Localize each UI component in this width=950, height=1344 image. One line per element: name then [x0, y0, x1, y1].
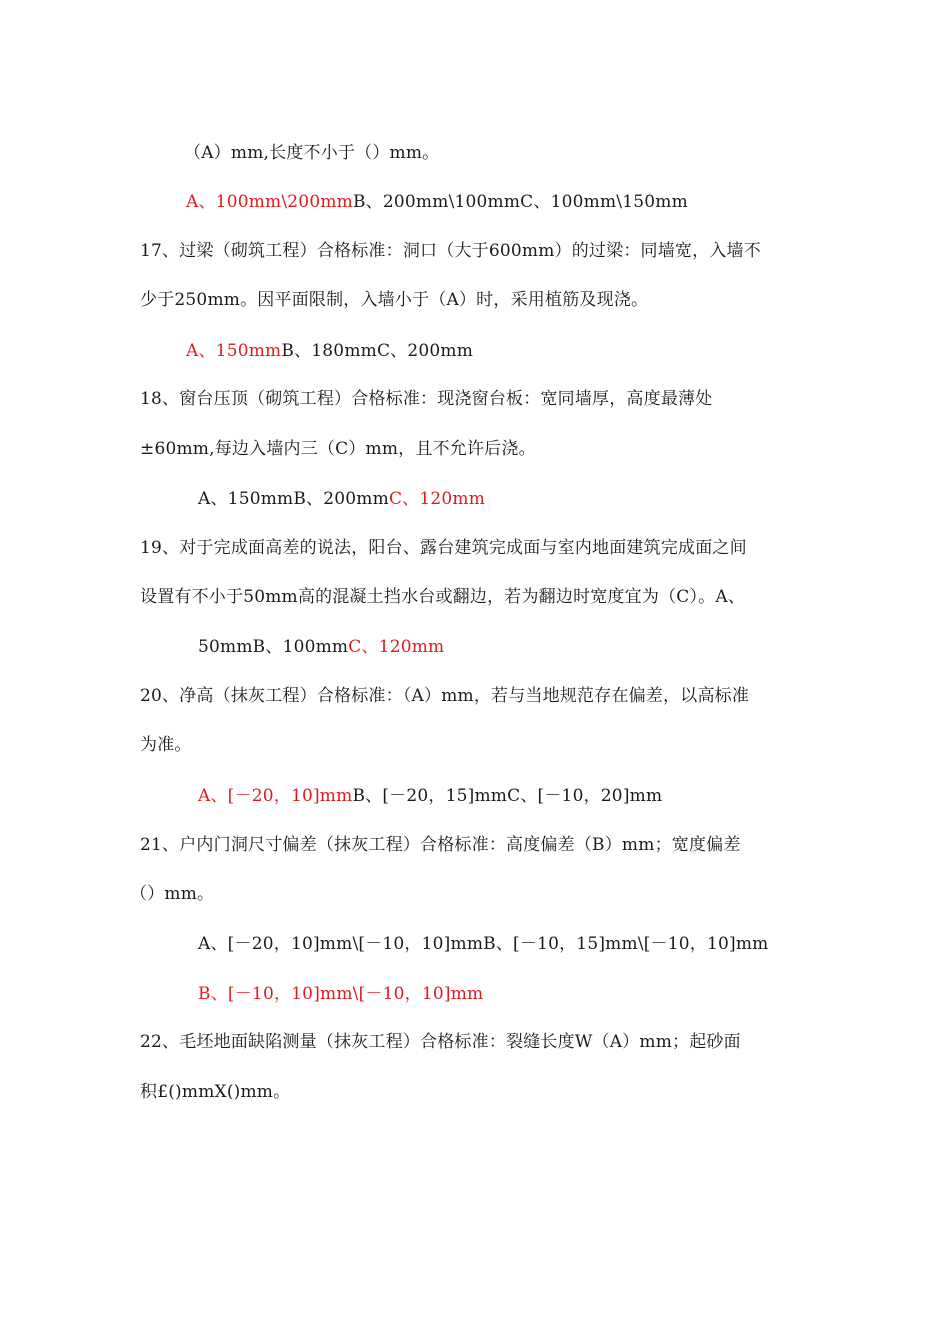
question-21-text-2: （）mm。 — [130, 884, 215, 904]
option-line-q21-b — [198, 983, 483, 1005]
question-18-line-2 — [140, 438, 536, 460]
option-line-q16 — [186, 191, 688, 213]
question-18-text-2: ±60mm,每边入墙内三（C）mm，且不允许后浇。 — [140, 439, 536, 459]
question-19-text-1: 19、对于完成面高差的说法，阳台、露台建筑完成面与室内地面建筑完成面之间 — [140, 538, 747, 558]
correct-answer-option-a: A、[－20，10]mm — [198, 786, 353, 806]
question-17-text-1: 17、过梁（砌筑工程）合格标准：洞口（大于600mm）的过梁：同墙宽，入墙不 — [140, 241, 761, 261]
correct-answer-option-a: A、100mm\200mm — [186, 192, 353, 212]
question-18-text-1: 18、窗台压顶（砌筑工程）合格标准：现浇窗台板：宽同墙厚，高度最薄处 — [140, 389, 713, 409]
option-a-b-text: A、[－20，10]mm\[－10，10]mmB、[－10，15]mm\[－10，10]mm — [198, 934, 769, 954]
question-21-line-2 — [130, 883, 214, 905]
option-line-q17 — [186, 340, 473, 362]
question-22-line-1 — [140, 1031, 741, 1053]
correct-answer-option-c: C、120mm — [388, 489, 486, 509]
other-options-text: B、200mm\100mmC、100mm\150mm — [352, 192, 688, 212]
other-options-text: A、150mmB、200mm — [198, 489, 389, 509]
question-20-text-1: 20、净高（抹灰工程）合格标准：（A）mm，若与当地规范存在偏差，以高标准 — [140, 686, 750, 706]
question-21-line-1 — [140, 834, 741, 856]
question-21-text-1: 21、户内门洞尺寸偏差（抹灰工程）合格标准：高度偏差（B）mm；宽度偏差 — [140, 835, 741, 855]
question-18-line-1 — [140, 388, 712, 410]
correct-answer-option-a: A、150mm — [186, 341, 282, 361]
option-line-q20 — [198, 785, 662, 807]
correct-answer-option-c: C、120mm — [348, 637, 445, 657]
correct-answer-option-b: B、[－10，10]mm\[－10，10]mm — [198, 984, 484, 1004]
question-22-line-2 — [140, 1081, 290, 1103]
other-options-text: B、[－20，15]mmC、[－10，20]mm — [352, 786, 663, 806]
question-22-text-2: 积£()mmX()mm。 — [140, 1082, 291, 1102]
question-17-line-2 — [140, 289, 648, 311]
question-19-text-2: 设置有不小于50mm高的混凝土挡水台或翻边，若为翻边时宽度宜为（C）。A、 — [140, 587, 746, 607]
question-20-line-2 — [140, 734, 192, 756]
question-19-line-1 — [140, 537, 747, 559]
other-options-text: B、180mmC、200mm — [281, 341, 474, 361]
question-22-text-1: 22、毛坯地面缺陷测量（抹灰工程）合格标准：裂缝长度W（A）mm；起砂面 — [140, 1032, 741, 1052]
option-line-q18 — [198, 488, 485, 510]
question-19-line-2 — [140, 586, 745, 608]
option-line-q21-a — [198, 933, 769, 955]
question-17-text-2: 少于250mm。因平面限制，入墙小于（A）时，采用植筋及现浇。 — [140, 290, 649, 310]
other-options-text: 50mmB、100mm — [198, 637, 349, 657]
option-line-q19 — [198, 636, 444, 658]
question-17-line-1 — [140, 240, 761, 262]
line-1-text: （A）mm,长度不小于（）mm。 — [184, 143, 440, 163]
question-20-text-2: 为准。 — [140, 735, 192, 755]
text-line-1 — [184, 142, 439, 164]
question-20-line-1 — [140, 685, 749, 707]
